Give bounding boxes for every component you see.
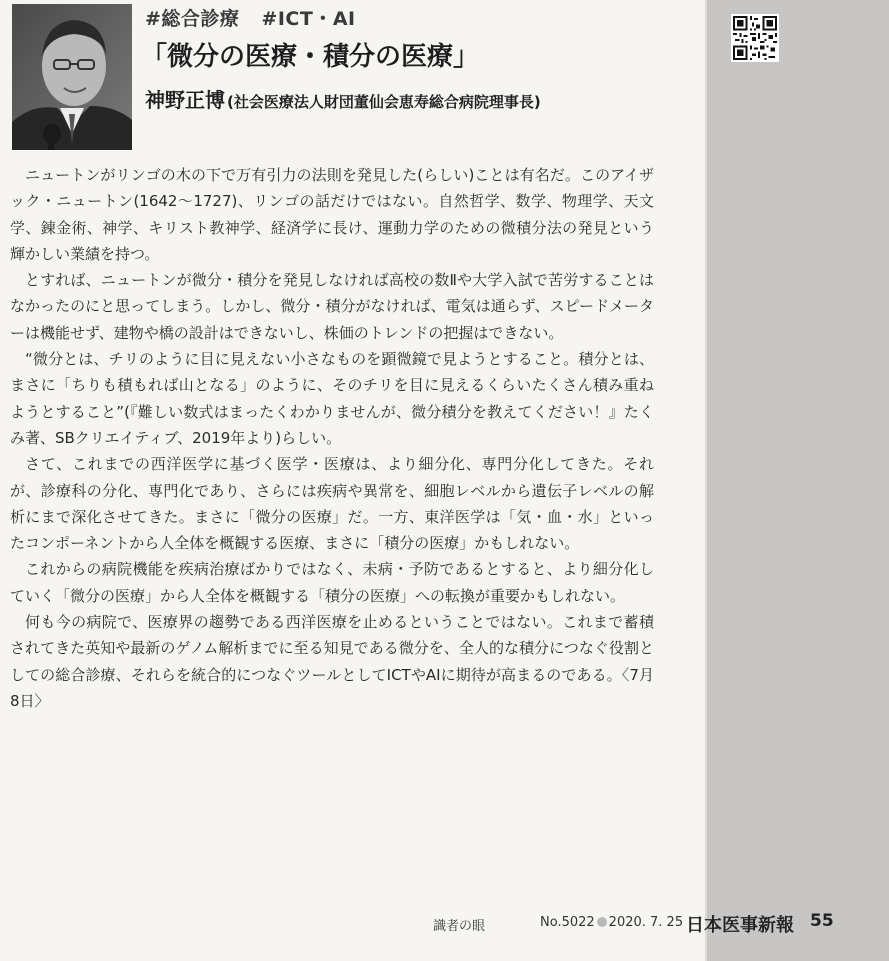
paragraph: これからの病院機能を疾病治療ばかりではなく、未病・予防であるとすると、より細分化していく「微分の医療」から人全体を概観する「積分の医療」への転換が重要かもしれない。 xyxy=(10,560,654,605)
paragraph: さて、これまでの西洋医学に基づく医学・医療は、より細分化、専門分化してきた。それが、診療科の分化、専門化であり、さらには疾病や異常を、細胞レベルから遺伝子レベルの解析にまで深化させてきた。まさに「微分の医療」だ。一方、東洋医学は「気・血・水」といったコンポーネントから人全体を概観する医療、まさに「積分の医療」かもしれない。 xyxy=(10,455,654,553)
author-affiliation: (社会医療法人財団董仙会恵寿総合病院理事長) xyxy=(227,93,541,111)
issue-date: 2020. 7. 25 xyxy=(608,915,684,930)
tag-ict-ai[interactable]: #ICT・AI xyxy=(261,8,356,30)
bullet-dot-icon xyxy=(597,917,607,927)
paragraph: ニュートンがリンゴの木の下で万有引力の法則を発見した(らしい)ことは有名だ。このアイザック・ニュートン(1642～1727)、リンゴの話だけではない。自然哲学、数学、物理学、天文学、錬金術、神学、キリスト教神学、経済学に長け、運動力学のための微積分法の発見という輝かしい業績を持つ。 xyxy=(10,166,654,263)
issue-number: No.5022 xyxy=(540,915,595,930)
qr-code-icon[interactable] xyxy=(731,14,779,62)
author-name: 神野正博 xyxy=(145,88,225,112)
paragraph: とすれば、ニュートンが微分・積分を発見しなければ高校の数Ⅱや大学入試で苦労することはなかったのにと思ってしまう。しかし、微分・積分がなければ、電気は通らず、スピードメーターは機能せず、建物や橋の設計はできないし、株価のトレンドの把握はできない。 xyxy=(10,271,654,342)
author-line xyxy=(145,84,541,113)
paragraph: “微分とは、チリのように目に見えない小さなものを顕微鏡で見ようとすること。積分とは、まさに「ちりも積もれば山となる」のように、そのチリを目に見えるくらいたくさん積み重ねようとすること”(『難しい数式はまったくわかりませんが、微分積分を教えてください！』たくみ著、SBクリエイティブ、2019年より)らしい。 xyxy=(10,350,654,447)
paragraph: 何も今の病院で、医療界の趨勢である西洋医療を止めるということではない。これまで蓄積されてきた英知や最新のゲノム解析までに至る知見である微分を、全人的な積分につなぐ役割としての総合診療、それらを統合的につなぐツールとしてICTやAIに期待が高まるのである。〈7月8日〉 xyxy=(10,613,654,710)
section-name: 識者の眼 xyxy=(433,919,486,934)
page-number: 55 xyxy=(810,911,834,931)
page-footer xyxy=(0,912,889,936)
hashtags xyxy=(145,4,356,31)
author-photo xyxy=(12,4,132,150)
publication-name: 日本医事新報 xyxy=(686,915,794,936)
issue-info xyxy=(540,915,683,930)
article-body xyxy=(10,162,654,714)
side-band xyxy=(707,0,889,961)
article-title: 「微分の医療・積分の医療」 xyxy=(141,42,480,72)
tag-general-practice[interactable]: #総合診療 xyxy=(145,8,240,30)
